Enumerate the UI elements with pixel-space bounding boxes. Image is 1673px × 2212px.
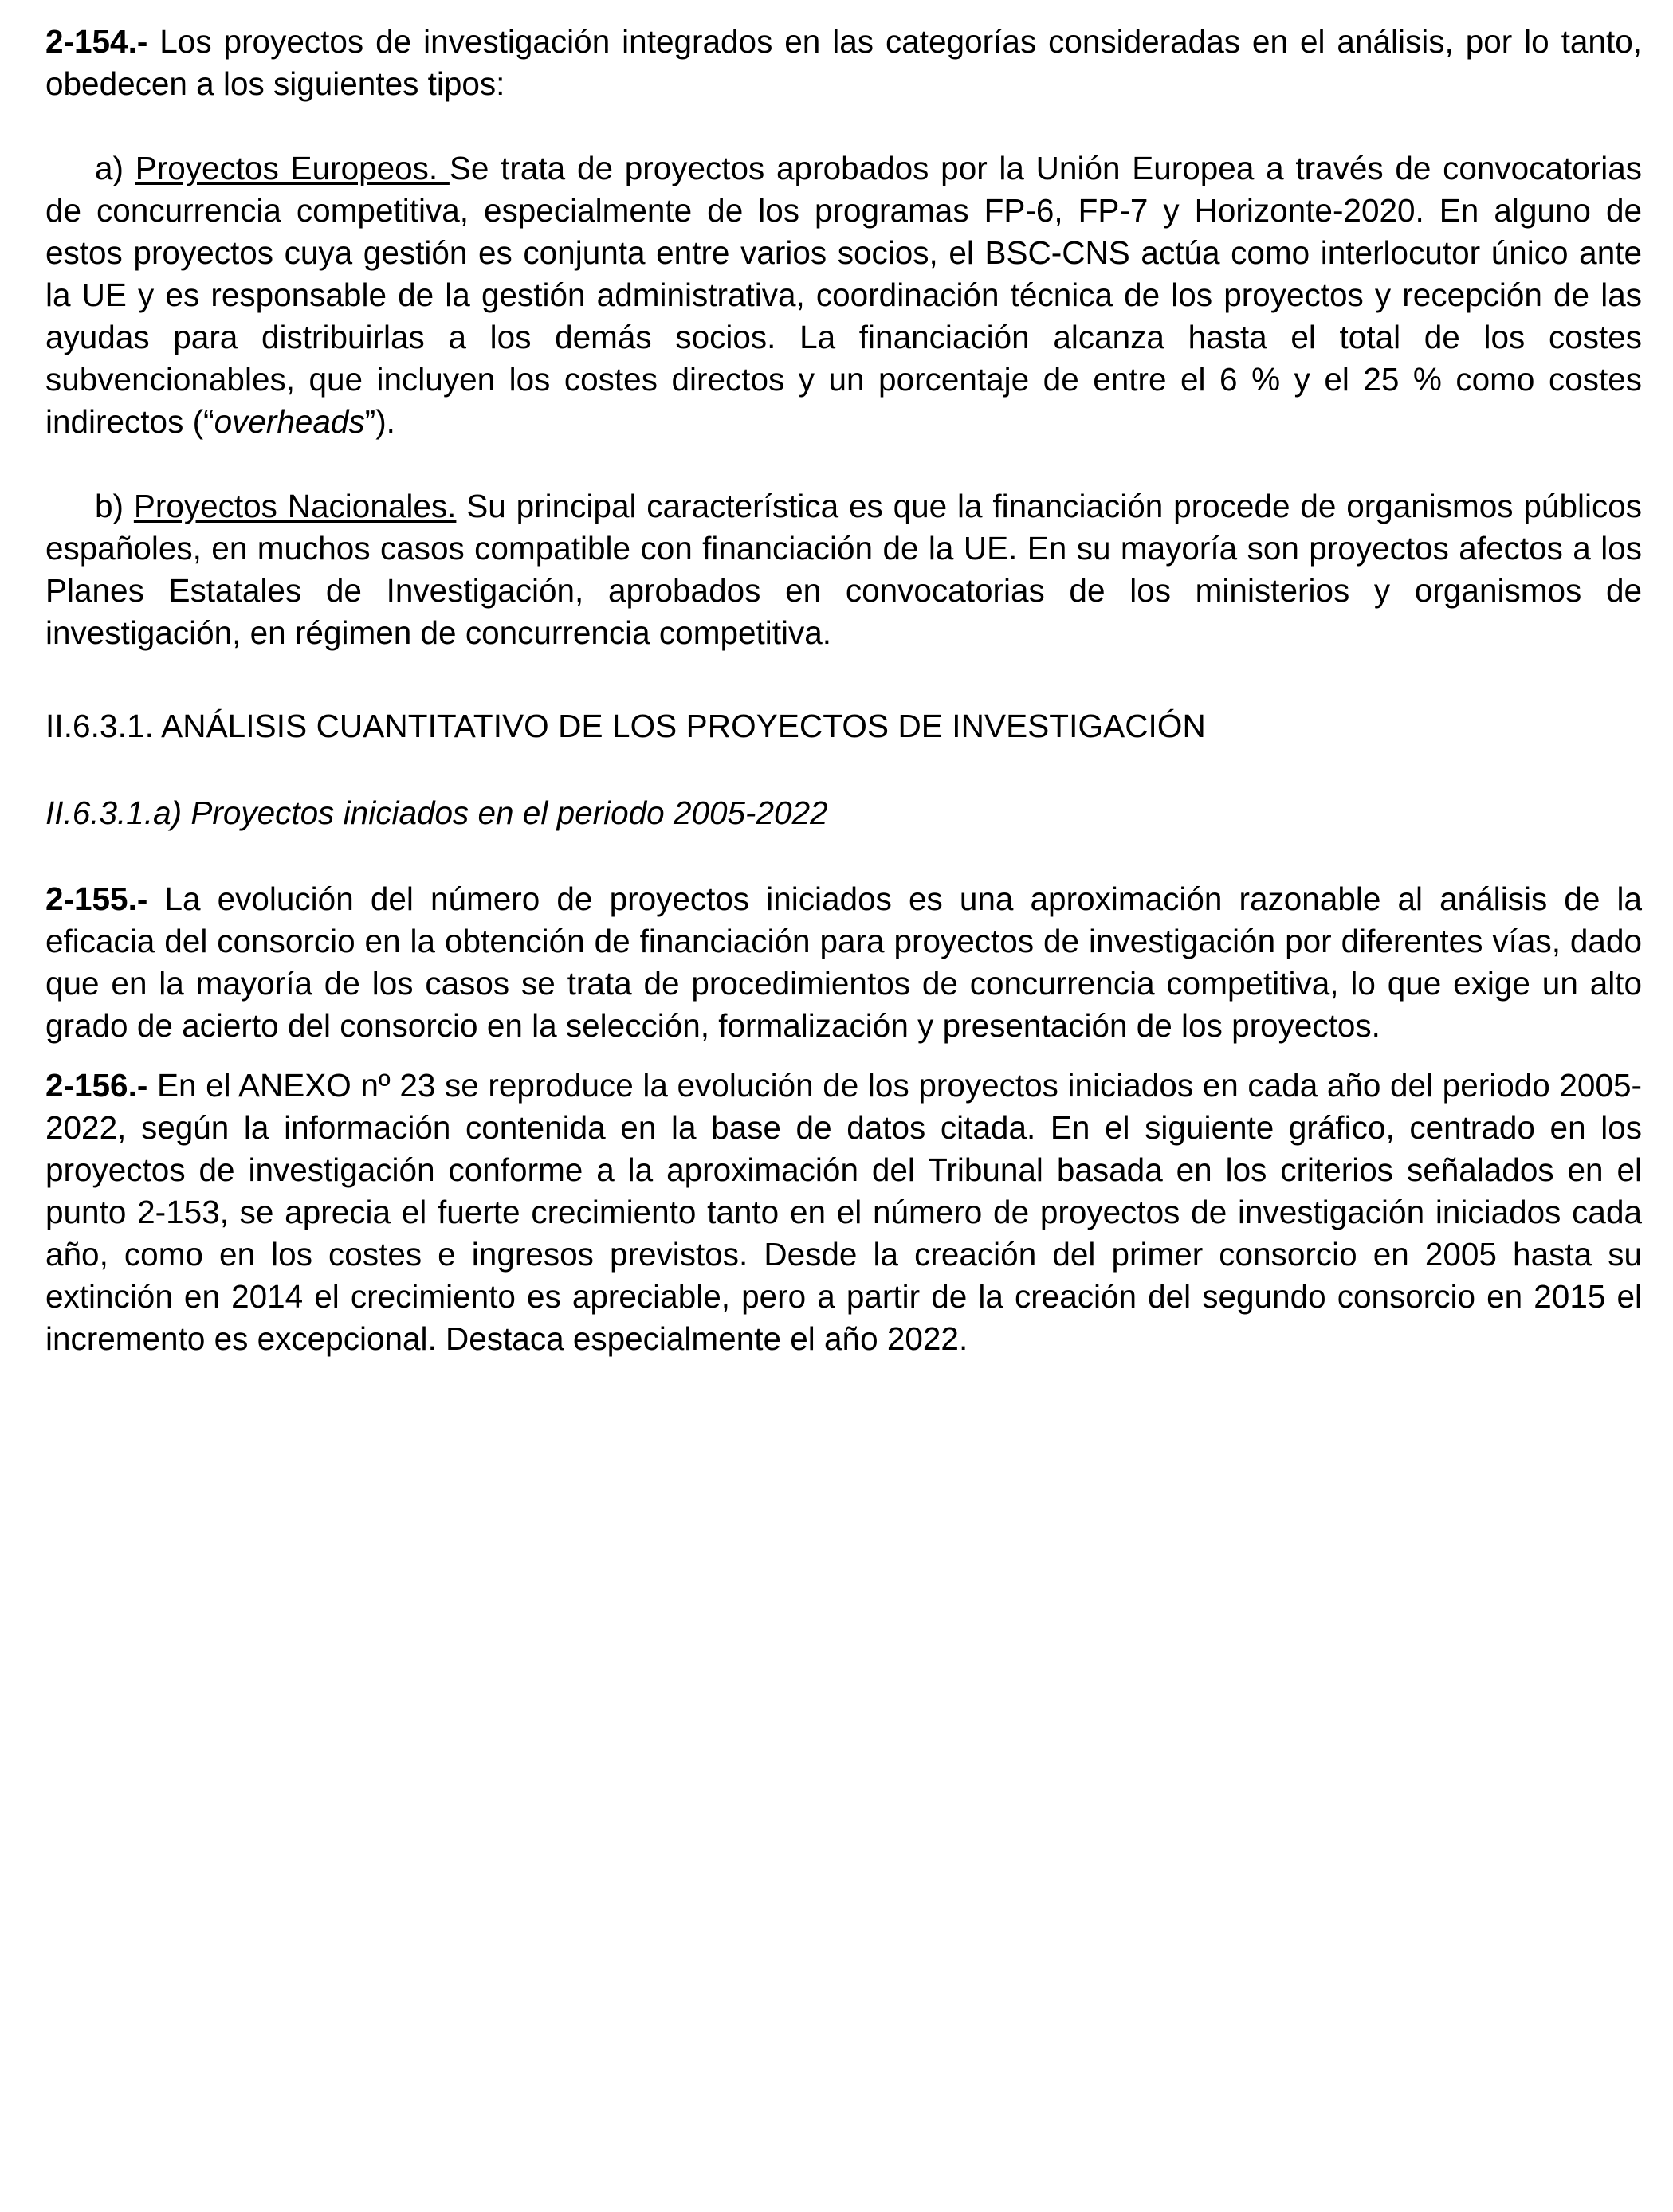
section-heading: II.6.3.1. ANÁLISIS CUANTITATIVO DE LOS PROYECTOS DE INVESTIGACIÓN <box>45 708 1206 744</box>
item-b-underlined-term: Proyectos Nacionales. <box>133 488 457 524</box>
paragraph-2-156 <box>45 1065 1642 1360</box>
item-a-text-part2: ”). <box>364 403 395 440</box>
paragraph-number-2-156: 2-156.- <box>45 1067 148 1104</box>
item-b-text: Su principal característica es que la financiación procede de organismos públicos españoles, en muchos casos compatible con financiación de la UE. En su mayoría son proyectos afectos a los Planes Estatales de Investigación, aprobados en convocatorias de los ministerios y organismos de investigación, en régimen de concurrencia competitiva. <box>45 488 1642 651</box>
paragraph-number-2-154: 2-154.- <box>45 23 148 60</box>
spacer <box>45 747 1642 792</box>
subsection-heading: II.6.3.1.a) Proyectos iniciados en el periodo 2005-2022 <box>45 794 828 831</box>
item-a-italic-term: overheads <box>214 403 365 440</box>
paragraph-number-2-155: 2-155.- <box>45 880 148 917</box>
spacer <box>45 834 1642 878</box>
item-a-underlined-term: Proyectos Europeos. <box>135 150 450 186</box>
paragraph-2-155-text: La evolución del número de proyectos iniciados es una aproximación razonable al análisis de la eficacia del consorcio en la obtención de financiación para proyectos de investigación por diferentes vías, dado que en la mayoría de los casos se trata de procedimientos de concurrencia competitiva, lo que exige un alto grado de acierto del consorcio en la selección, formalización y presentación de los proyectos. <box>45 880 1642 1044</box>
spacer <box>45 1047 1642 1065</box>
spacer <box>45 654 1642 705</box>
paragraph-item-a <box>45 147 1642 443</box>
spacer <box>45 105 1642 147</box>
item-b-marker: b) <box>95 488 134 524</box>
paragraph-2-156-text: En el ANEXO nº 23 se reproduce la evolución de los proyectos iniciados en cada año del periodo 2005-2022, según la información contenida en la base de datos citada. En el siguiente gráfico, centrado en los proyectos de investigación conforme a la aproximación del Tribunal basada en los criterios señalados en el punto 2-153, se aprecia el fuerte crecimiento tanto en el número de proyectos de investigación iniciados cada año, como en los costes e ingresos previstos. Desde la creación del primer consorcio en 2005 hasta su extinción en 2014 el crecimiento es apreciable, pero a partir de la creación del segundo consorcio en 2015 el incremento es excepcional. Destaca especialmente el año 2022. <box>45 1067 1642 1357</box>
paragraph-item-b <box>45 485 1642 654</box>
page-content <box>45 21 1642 1360</box>
item-a-marker: a) <box>95 150 135 186</box>
paragraph-2-155 <box>45 878 1642 1047</box>
spacer <box>45 443 1642 485</box>
paragraph-2-154 <box>45 21 1642 105</box>
item-a-text-part1: Se trata de proyectos aprobados por la Unión Europea a través de convocatorias de concurrencia competitiva, especialmente de los programas FP-6, FP-7 y Horizonte-2020. En alguno de estos proyectos cuya gestión es conjunta entre varios socios, el BSC-CNS actúa como interlocutor único ante la UE y es responsable de la gestión administrativa, coordinación técnica de los proyectos y recepción de las ayudas para distribuirlas a los demás socios. La financiación alcanza hasta el total de los costes subvencionables, que incluyen los costes directos y un porcentaje de entre el 6 % y el 25 % como costes indirectos (“ <box>45 150 1642 440</box>
paragraph-2-154-text: Los proyectos de investigación integrados en las categorías consideradas en el análisis, por lo tanto, obedecen a los siguientes tipos: <box>45 23 1642 102</box>
